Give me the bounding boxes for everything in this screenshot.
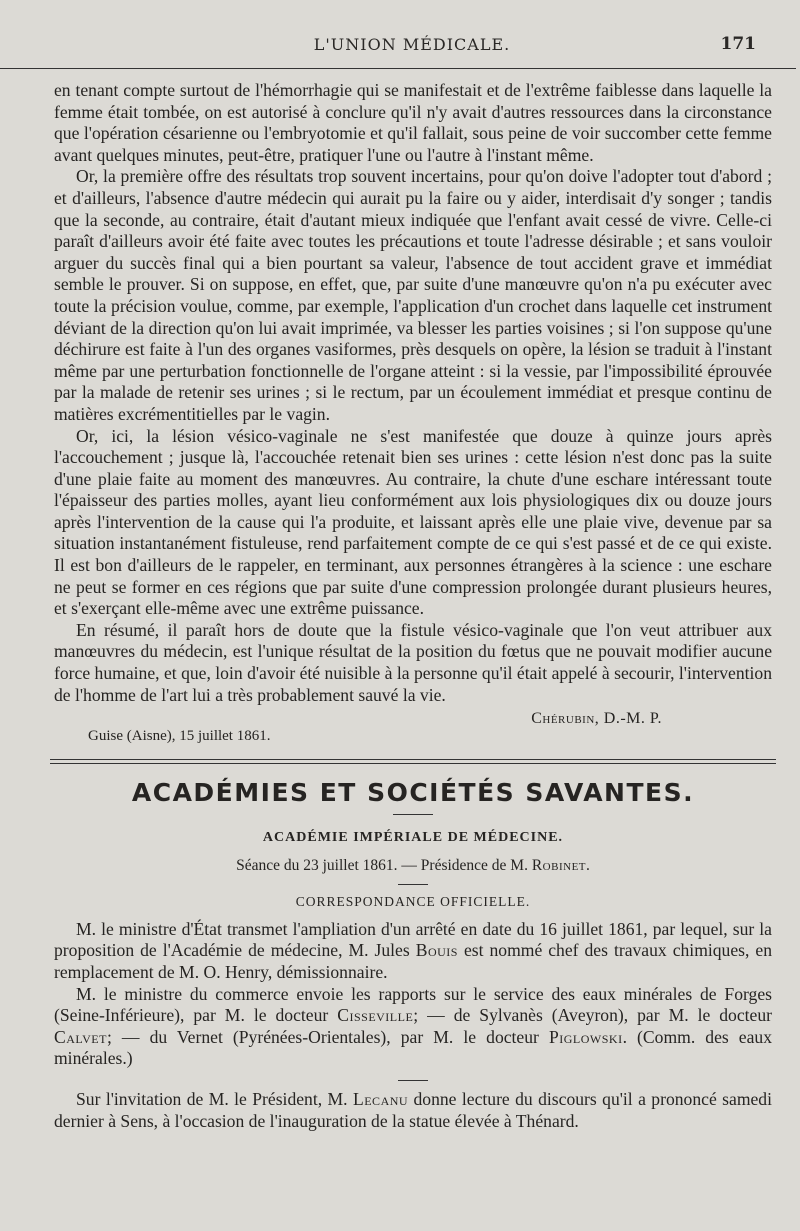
p3-name: Lecanu: [352, 1088, 409, 1109]
running-title: L'UNION MÉDICALE.: [313, 35, 511, 54]
p2-text-a: M. le ministre du commerce envoie les rapports sur le service des eaux minérales de Forges (Seine-Inférieure), par M. le docteur: [54, 983, 772, 1026]
page-number: 171: [720, 34, 756, 54]
page-body: [54, 80, 772, 1132]
session-president: Robinet: [531, 856, 587, 874]
article-paragraph-3: Or, ici, la lésion vésico-vaginale ne s'est manifestée que douze à quinze jours après l'accouchement ; jusque là, l'accouchée retenait bien ses urines : cette lésion n'est donc pas la suite d'une plaie faite au moment des manœuvres. Au contraire, la chute d'une eschare intéressant toute l'épaisseur des parties molles, ayant lieu conformément aux lois physiologiques dix ou douze jours après l'intervention de la cause qui l'a produite, et laissant après elle une plaie vive, devenue par sa situation instantanément fistuleuse, rend parfaitement compte de ce qui s'est passé et de ce qui existe. Il est bon d'ailleurs de le rappeler, en terminant, aux personnes étrangères à la science : une eschare ne peut se former en ces régions que par suite d'une compression prolongée durant plusieurs heures, et s'exerçant elle-même avec une extrême puissance.: [54, 425, 772, 619]
section-divider: [50, 759, 776, 764]
article-paragraph-4: En résumé, il paraît hors de doute que la fistule vésico-vaginale que l'on veut attribuer aux manœuvres du médecin, est l'unique résultat de la position du fœtus que ne pouvait modifier aucune force humaine, et que, loin d'avoir été nuisible à la personne qu'il était appelé à secourir, l'intervention de l'homme de l'art lui a très probablement sauvé la vie.: [54, 619, 772, 705]
p3-text-a: Sur l'invitation de M. le Président, M.: [76, 1088, 348, 1109]
p1-name: Bouis: [415, 940, 458, 961]
header-rule: [0, 68, 796, 69]
p1-text-b: est nommé chef des travaux chimiques, en remplacement de M. O. Henry, démissionnaire.: [54, 940, 773, 982]
p2-text-b: ; — de Sylvanès (Aveyron), par M. le docteur: [413, 1005, 772, 1026]
p1-text-a: M. le ministre d'État transmet l'ampliation d'un arrêté en date du 16 juillet 1861, par lequel, sur la proposition de l'Académie de médecine, M. Jules: [54, 918, 772, 961]
p2-text-c: ; — du Vernet (Pyrénées-Orientales), par M. le docteur: [106, 1026, 539, 1047]
p3-text-b: donne lecture du discours qu'il a prononcé samedi dernier à Sens, à l'occasion de l'inauguration de la statue élevée à Thénard.: [54, 1088, 772, 1131]
session-suffix: .: [586, 856, 590, 874]
page-header: [54, 0, 770, 64]
p2-name-2: Calvet: [54, 1026, 107, 1047]
correspondence-heading: CORRESPONDANCE OFFICIELLE.: [295, 894, 531, 910]
academy-heading: ACADÉMIE IMPÉRIALE DE MÉDECINE.: [262, 830, 564, 845]
session-rule: [398, 884, 428, 885]
session-prefix: Séance du 23 juillet 1861. — Présidence de M.: [236, 856, 528, 874]
p2-text-d: . (Comm. des eaux minérales.): [54, 1026, 773, 1069]
section-title: ACADÉMIES ET SOCIÉTÉS SAVANTES.: [131, 778, 695, 808]
article-paragraph-1: en tenant compte surtout de l'hémorrhagie qui se manifestait et de l'extrême faiblesse dans laquelle la femme était tombée, on est autorisé à conclure qu'il n'y avait d'autres ressources dans la circonstance que l'opération césarienne ou l'embryotomie et qu'il fallait, sous peine de voir succomber cette femme avant quelques minutes, peut-être, pratiquer l'une ou l'autre à l'instant même.: [54, 80, 772, 165]
title-rule: [393, 814, 433, 815]
p2-name-1: Cisseville: [337, 1005, 414, 1026]
article-paragraph-2: Or, la première offre des résultats trop souvent incertains, pour qu'on doive l'adopter tout d'abord ; et d'ailleurs, l'absence d'autre médecin qui aurait pu la faire ou y aider, interdisait d'y songer ; tandis que la seconde, au contraire, était d'autant mieux indiquée que l'enfant avait cessé de vivre. Celle-ci paraît d'ailleurs avoir été faite avec toutes les précautions et toute l'adresse désirable ; et sans vouloir arguer du succès final qui a bien pourtant sa valeur, l'absence de tout accident grave et immédiat semble le prouver. Si on suppose, en effet, que, par suite d'une manœuvre qu'on n'a pu exécuter avec toute la précision voulue, comme, par exemple, l'application d'un crochet dans laquelle cet instrument déviant de la direction qu'on lui avait imprimée, va blesser les parties voisines ; si l'on suppose qu'une déchirure est faite à l'un des organes vasiformes, près desquels on opère, la lésion se traduit à l'instant même par une perturbation fonctionnelle de l'organe atteint : si la vessie, par l'impossibilité éprouvée par la malade de retenir ses urines ; si le rectum, par un écoulement immédiat et presque continu de matières excrémentitielles par le vagin.: [54, 166, 772, 424]
correspondence-paragraph-1: [54, 919, 772, 984]
paragraph-rule: [398, 1080, 428, 1081]
author-signature: Chérubin, D.-M. P.: [531, 710, 662, 728]
p2-name-3: Piglowski: [548, 1026, 623, 1047]
correspondence-paragraph-2: [54, 984, 772, 1070]
dateline: Guise (Aisne), 15 juillet 1861.: [88, 727, 271, 744]
correspondence-paragraph-3: [54, 1089, 772, 1132]
session-line: [54, 855, 772, 877]
